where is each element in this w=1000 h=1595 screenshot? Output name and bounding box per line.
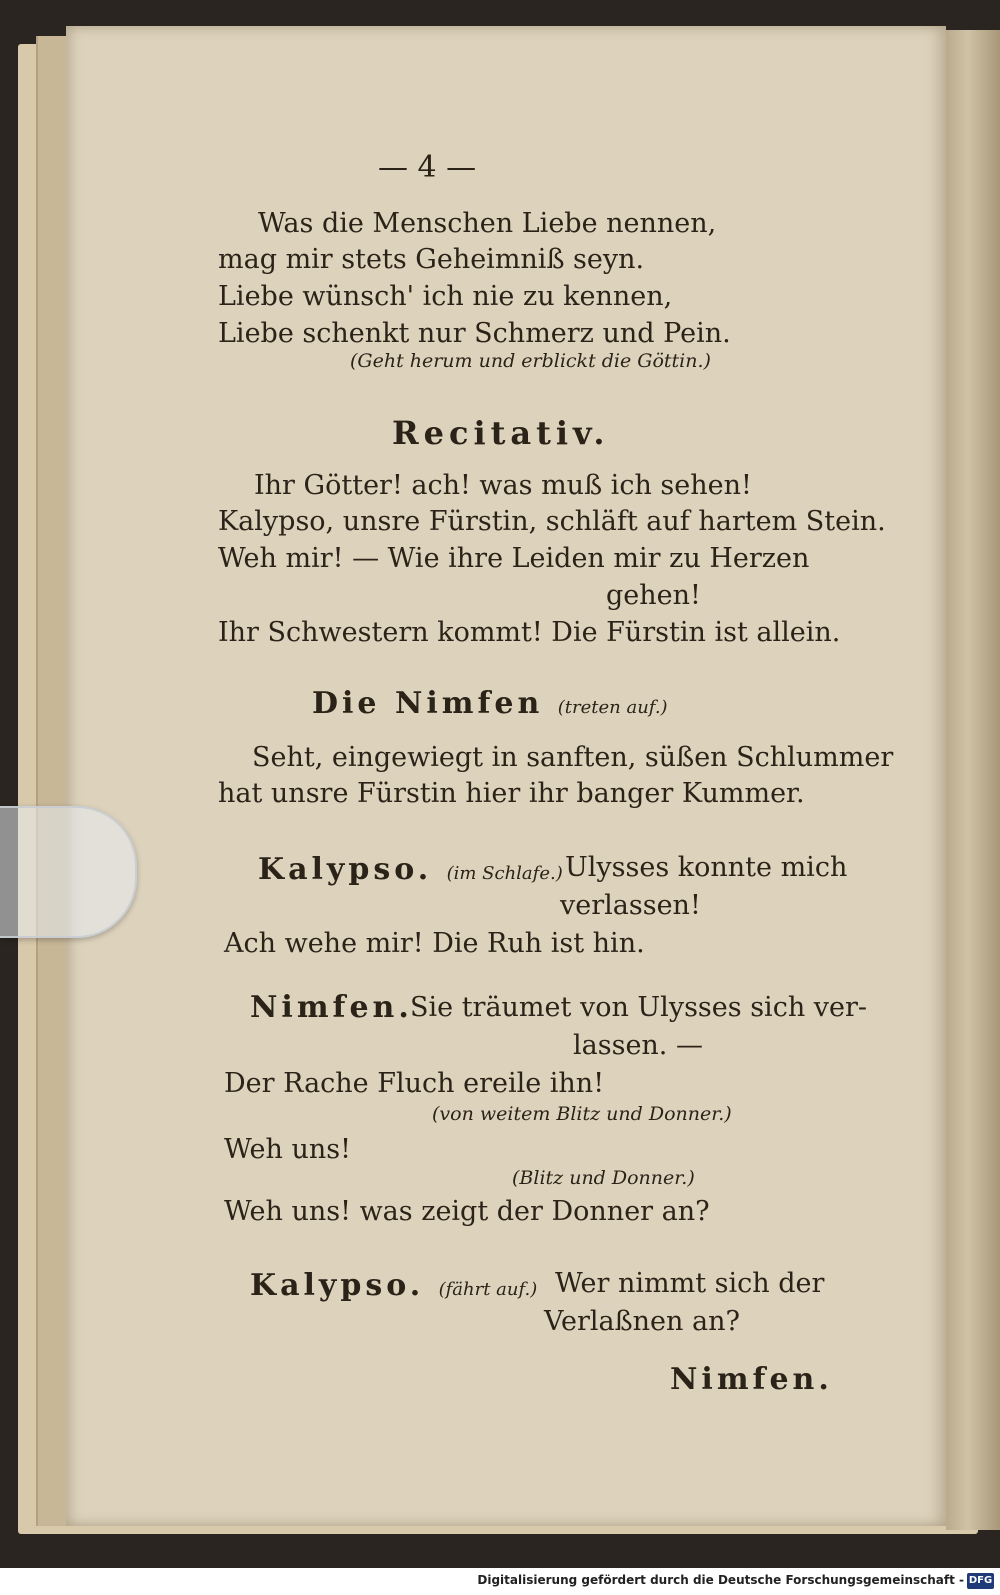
stage-direction: (von weitem Blitz und Donner.): [432, 1103, 732, 1125]
speaker-label: Kalypso.: [250, 1268, 425, 1303]
dfg-logo-icon: DFG: [967, 1573, 994, 1589]
dialogue-line: Weh uns! was zeigt der Donner an?: [224, 1196, 710, 1227]
dialogue-line: Ach wehe mir! Die Ruh ist hin.: [224, 928, 645, 959]
speaker-name: Nimfen.: [250, 990, 413, 1025]
speaker-name: [258, 852, 563, 887]
transparent-page-clip: [0, 806, 137, 938]
dialogue-line: verlassen!: [560, 890, 701, 921]
stage-direction: (treten auf.): [557, 697, 668, 718]
dialogue-line: Ulysses konnte mich: [565, 852, 848, 883]
speaker-name: [312, 686, 668, 721]
dialogue-line: Sie träumet von Ulysses sich ver-: [410, 992, 868, 1023]
dialogue-line: Wer nimmt sich der: [555, 1268, 825, 1299]
section-heading: Recitativ.: [392, 414, 610, 452]
stage-direction: (Blitz und Donner.): [512, 1167, 695, 1189]
verse-line: Liebe wünsch' ich nie zu kennen,: [218, 281, 673, 312]
dialogue-line: Seht, eingewiegt in sanften, süßen Schlummer: [252, 742, 894, 773]
dialogue-line: Weh uns!: [224, 1134, 351, 1165]
page-right-edge: [946, 30, 1000, 1530]
verse-line: Was die Menschen Liebe nennen,: [258, 208, 717, 239]
footer-funding-text: Digitalisierung gefördert durch die Deutsche Forschungsgemeinschaft -: [477, 1573, 964, 1587]
verse-line: mag mir stets Geheimniß seyn.: [218, 244, 645, 275]
dialogue-line: Der Rache Fluch ereile ihn!: [224, 1068, 605, 1099]
footer-bar: [0, 1568, 1000, 1595]
speaker-label: Kalypso.: [258, 852, 433, 887]
recitativ-line: Ihr Schwestern kommt! Die Fürstin ist allein.: [218, 617, 841, 648]
recitativ-line: Ihr Götter! ach! was muß ich sehen!: [254, 470, 752, 501]
recitativ-line: gehen!: [606, 580, 701, 611]
dialogue-line: Verlaßnen an?: [544, 1306, 740, 1337]
recitativ-line: Weh mir! — Wie ihre Leiden mir zu Herzen: [218, 543, 810, 574]
dialogue-line: hat unsre Fürstin hier ihr banger Kummer.: [218, 778, 805, 809]
dialogue-line: lassen. —: [573, 1030, 703, 1061]
recitativ-line: Kalypso, unsre Fürstin, schläft auf hartem Stein.: [218, 506, 886, 537]
stage-direction: (fährt auf.): [438, 1279, 538, 1300]
page-number: — 4 —: [378, 150, 477, 185]
stage-direction: (im Schlafe.): [446, 863, 563, 884]
speaker-label: Die Nimfen: [312, 686, 544, 721]
speaker-name: [250, 1268, 537, 1303]
catchword: Nimfen.: [670, 1362, 833, 1397]
stage-direction: (Geht herum und erblickt die Göttin.): [350, 350, 711, 372]
verse-line: Liebe schenkt nur Schmerz und Pein.: [218, 318, 731, 349]
